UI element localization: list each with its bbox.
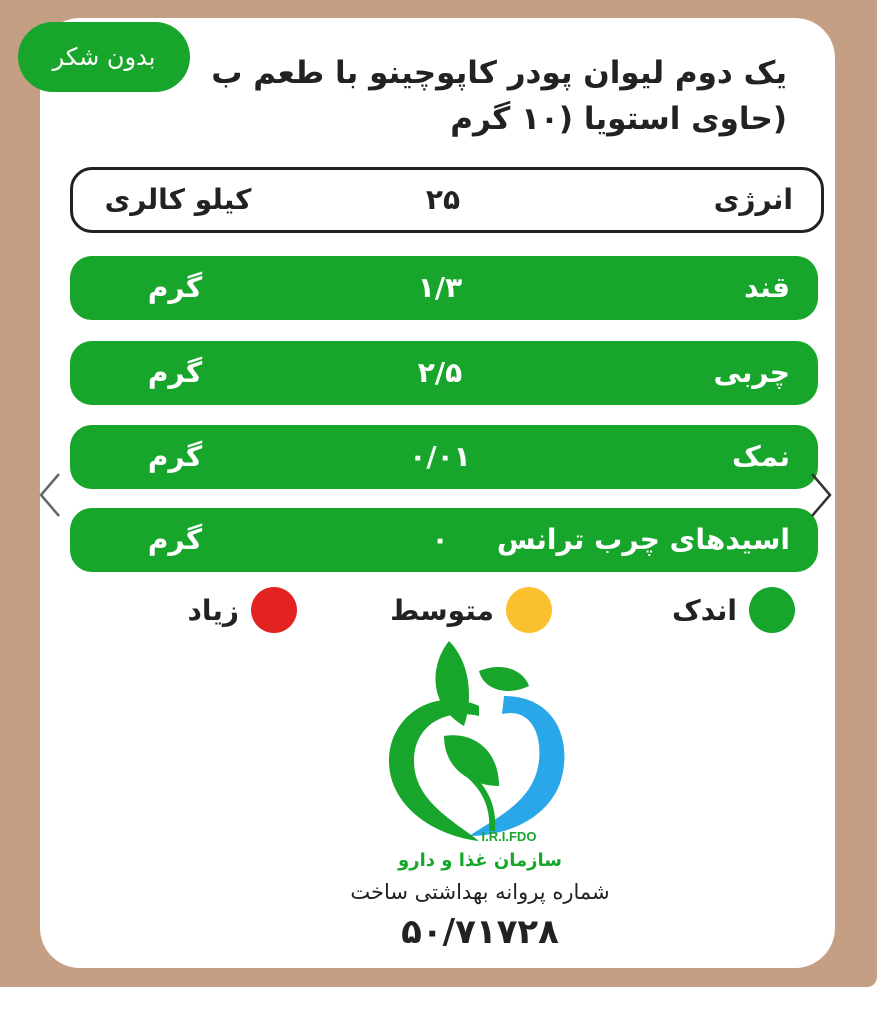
nutrient-value: ۰/۰۱: [409, 440, 471, 473]
nutrient-value: ۰: [431, 523, 449, 556]
title-line-1: یک دوم لیوان پودر کاپوچینو با طعم ب: [211, 55, 787, 91]
legend-low: [672, 585, 795, 635]
fda-logo-icon: [384, 636, 574, 846]
nutrient-unit: گرم: [147, 440, 203, 473]
license-label: شماره پروانه بهداشتی ساخت: [350, 880, 610, 904]
title-line-2: (حاوی استویا (۱۰ گرم: [450, 101, 787, 137]
legend-high-label: زیاد: [187, 593, 239, 627]
green-dot-icon: [749, 587, 795, 633]
chevron-right-icon[interactable]: [806, 470, 836, 520]
logo-abbr: I.R.I.FDO: [481, 829, 537, 844]
legend-low-label: اندک: [672, 593, 737, 627]
energy-row: [70, 167, 824, 233]
sugar-row: [70, 256, 818, 320]
nutrient-label: قند: [744, 271, 790, 304]
fat-row: [70, 341, 818, 405]
energy-unit: کیلو کالری: [104, 183, 252, 216]
org-name: سازمان غذا و دارو: [398, 850, 562, 871]
product-title: [167, 50, 787, 142]
nutrient-label: چربی: [713, 356, 790, 389]
legend-high: [187, 585, 297, 635]
trans-fat-row: [70, 508, 818, 572]
license-number: ۵۰/۷۱۷۲۸: [401, 912, 559, 952]
sugar-free-badge: بدون شکر: [18, 22, 190, 92]
nutrient-unit: گرم: [147, 356, 203, 389]
legend-medium-label: متوسط: [390, 593, 494, 627]
energy-value: ۲۵: [425, 183, 461, 216]
red-dot-icon: [251, 587, 297, 633]
nutrient-unit: گرم: [147, 271, 203, 304]
legend-medium: [390, 585, 552, 635]
salt-row: [70, 425, 818, 489]
yellow-dot-icon: [506, 587, 552, 633]
nutrient-value: ۱/۳: [417, 271, 463, 304]
nutrient-value: ۲/۵: [417, 356, 463, 389]
nutrient-unit: گرم: [147, 523, 203, 556]
nutrient-label: اسیدهای چرب ترانس: [496, 523, 790, 556]
energy-label: انرژی: [713, 183, 793, 216]
chevron-left-icon[interactable]: [35, 470, 65, 520]
nutrient-label: نمک: [732, 440, 790, 473]
